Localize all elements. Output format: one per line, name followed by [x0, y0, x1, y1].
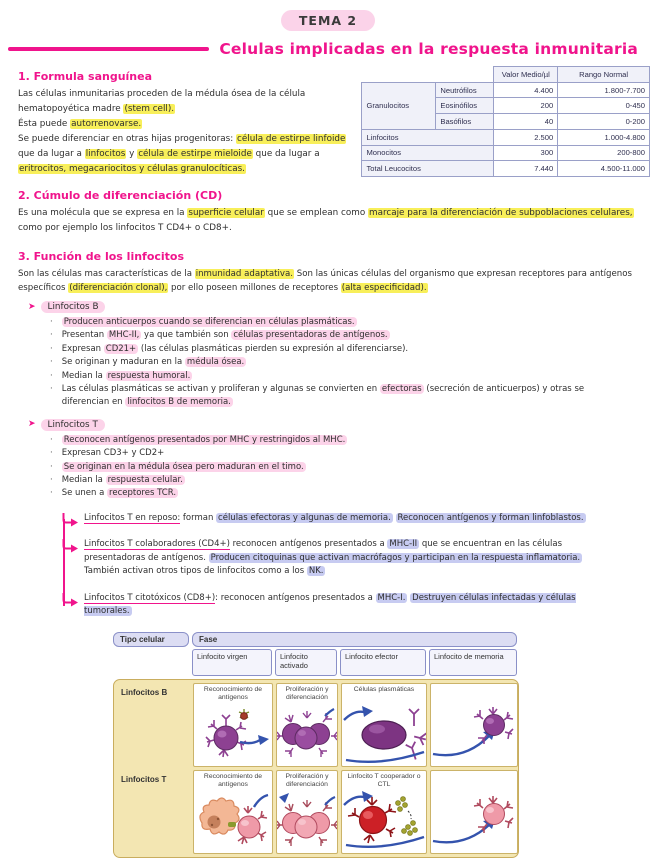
bullet-icon: ·	[50, 370, 53, 381]
table-row: Granulocitos Neutrófilos 4.400 1.800-7.700	[362, 82, 650, 98]
list-item: · Las células plasmáticas se activan y proliferan y algunas se convierten en efectoras (secreción de anticuerpos) y otras se diferencian en linfocitos B de memoria.	[50, 383, 638, 410]
section-1-paragraph-1: Las células inmunitarias proceden de la médula ósea de la célula hematopoyética madre (stem cell).	[18, 89, 306, 114]
list-item: · Presentan MHC-II, ya que también son células presentadoras de antígenos.	[50, 329, 638, 342]
linfocitos-t-subtypes	[58, 512, 638, 618]
arrow-icon: ➤	[28, 301, 36, 312]
t-activated-cells: Proliferación y diferenciación	[276, 770, 338, 854]
table-row: Basófilos 40 0-200	[362, 114, 650, 130]
bullet-icon: ·	[50, 343, 53, 354]
cytokines-icon	[396, 797, 418, 836]
list-item: · Expresan CD21+ (las células plasmáticas pierden su expresión al diferenciarse).	[50, 343, 638, 356]
tipo-celular-header: Tipo celular	[113, 632, 189, 647]
section-1-heading: 1. Formula sanguínea	[18, 70, 153, 83]
bullet-icon: ·	[50, 461, 53, 472]
phase-memoria: Linfocito de memoria	[429, 649, 517, 676]
list-item: · Reconocen antígenos presentados por MHC y restringidos al MHC.	[50, 434, 638, 447]
t-antigen-recognition: Reconocimiento de antígenos	[193, 770, 273, 854]
linfocitos-t-list	[50, 434, 638, 501]
section-formula-sanguinea	[18, 70, 650, 177]
section-2-paragraph: Es una molécula que se expresa en la superficie celular que se emplean como marcaje para la diferenciación de subpoblaciones celulares, como por ejemplo los linfocitos T CD4+ o CD8+.	[18, 208, 633, 233]
lymphocyte-phase-table	[113, 632, 519, 858]
section-1-paragraph-2: Ésta puede autorrenovarse.	[18, 119, 142, 129]
bullet-icon: ·	[50, 357, 53, 368]
table-row: Total Leucocitos 7.440 4.500-11.000	[362, 161, 650, 177]
list-item: · Producen anticuerpos cuando se diferencian en células plasmáticas.	[50, 316, 638, 329]
section-3-heading: 3. Función de los linfocitos	[18, 250, 185, 263]
list-item: · Median la respuesta humoral.	[50, 370, 638, 383]
list-item: · Se unen a receptores TCR.	[50, 487, 638, 500]
title-rule-left	[8, 47, 209, 51]
table-row: Linfocitos 2.500 1.000-4.800	[362, 129, 650, 145]
section-funcion-linfocitos	[18, 250, 638, 618]
b-naive-cell: Reconocimiento de antígenos	[193, 683, 273, 767]
group-granulocitos: Granulocitos	[362, 82, 436, 129]
phase-virgen: Linfocito virgen	[192, 649, 272, 676]
b-activated-cells: Proliferación y diferenciación	[276, 683, 338, 767]
t-antigen-recognition-illustration	[194, 789, 272, 851]
badge-row	[0, 10, 656, 31]
linfocitos-b-label: Linfocitos B	[41, 301, 106, 313]
b-plasma-cell: Células plasmáticas	[341, 683, 427, 767]
row-label-linfocitos-t: Linfocitos T	[121, 775, 167, 785]
subitem-t-colaboradores: Linfocitos T colaboradores (CD4+) reconocen antígenos presentados a MHC-II que se encuentran en las células presentadoras de antígenos. Producen citoquinas que activan macrófagos y participan en la respuesta inflamatoria. También activan otros tipos de linfocitos como a los NK.	[58, 538, 618, 578]
linfocitos-t-header	[28, 419, 638, 431]
list-item: · Se originan en la médula ósea pero maduran en el timo.	[50, 461, 638, 474]
bullet-icon: ·	[50, 384, 53, 395]
linfocitos-b-list	[50, 316, 638, 410]
linfocitos-b-header	[28, 301, 638, 313]
branch-arrow-icon	[62, 593, 79, 607]
b-memory-cell-illustration	[431, 702, 517, 764]
linfocitos-t-label: Linfocitos T	[41, 419, 105, 431]
table-header-row	[362, 67, 650, 83]
phase-efector: Linfocito efector	[340, 649, 426, 676]
arrow-icon: ➤	[28, 419, 36, 430]
row-label-linfocitos-b: Linfocitos B	[121, 688, 168, 698]
b-naive-cell-illustration	[194, 702, 272, 764]
antigen-presenting-cell	[200, 798, 239, 834]
list-item: · Se originan y maduran en la médula ósea.	[50, 356, 638, 369]
topic-badge: TEMA 2	[281, 10, 375, 31]
phase-table-body	[113, 679, 519, 858]
b-activated-cells-illustration	[277, 702, 337, 764]
bullet-icon: ·	[50, 330, 53, 341]
phase-subheaders	[113, 649, 519, 676]
fase-header: Fase	[192, 632, 517, 647]
bullet-icon: ·	[50, 317, 53, 327]
b-plasma-cell-illustration	[342, 702, 426, 764]
list-item: · Median la respuesta celular.	[50, 474, 638, 487]
phase-activado: Linfocito activado	[275, 649, 337, 676]
phase-table-header	[113, 632, 519, 647]
t-effector-cell-illustration	[342, 789, 426, 851]
table-row: Monocitos 300 200-800	[362, 145, 650, 161]
bullet-icon: ·	[50, 434, 53, 445]
t-memory-cell-illustration	[431, 789, 517, 851]
title-row	[8, 40, 648, 58]
branch-arrow-icon	[62, 539, 79, 553]
section-cumulo-diferenciacion	[18, 189, 638, 236]
bullet-icon: ·	[50, 475, 53, 486]
subitem-t-reposo: Linfocitos T en reposo: forman células efectoras y algunas de memoria. Reconocen antígenos y forman linfoblastos.	[58, 512, 618, 525]
section-3-paragraph: Son las células mas características de la inmunidad adaptativa. Son las únicas células del organismo que expresan receptores para antígenos específicos (diferenciación clonal), por ello poseen millones de receptores (alta especificidad).	[18, 269, 632, 293]
table-row: Eosinófilos 200 0-450	[362, 98, 650, 114]
subitem-t-citotoxicos: Linfocitos T citotóxicos (CD8+): reconocen antígenos presentados a MHC-I. Destruyen células infectadas y células tumorales.	[58, 592, 618, 619]
t-effector-cell: Linfocito T cooperador o CTL	[341, 770, 427, 854]
t-activated-cells-illustration	[277, 789, 337, 851]
bullet-icon: ·	[50, 448, 53, 459]
section-2-heading: 2. Cúmulo de diferenciación (CD)	[18, 189, 223, 202]
section-1-paragraph-3: Se puede diferenciar en otras hijas progenitoras: célula de estirpe linfoide que da lugar a linfocitos y célula de estirpe mieloide que da lugar a eritrocitos, megacariocitos y células granulocíticas.	[18, 134, 346, 174]
page-title: Celulas implicadas en la respuesta inmunitaria	[219, 40, 638, 58]
col-header-rango: Rango Normal	[558, 67, 650, 83]
list-item: · Expresan CD3+ y CD2+	[50, 447, 638, 460]
t-memory-cell	[430, 770, 518, 854]
blood-count-table	[361, 66, 650, 177]
bullet-icon: ·	[50, 488, 53, 499]
b-memory-cell	[430, 683, 518, 767]
branch-arrow-icon	[62, 513, 79, 527]
col-header-valor: Valor Medio/µl	[494, 67, 558, 83]
